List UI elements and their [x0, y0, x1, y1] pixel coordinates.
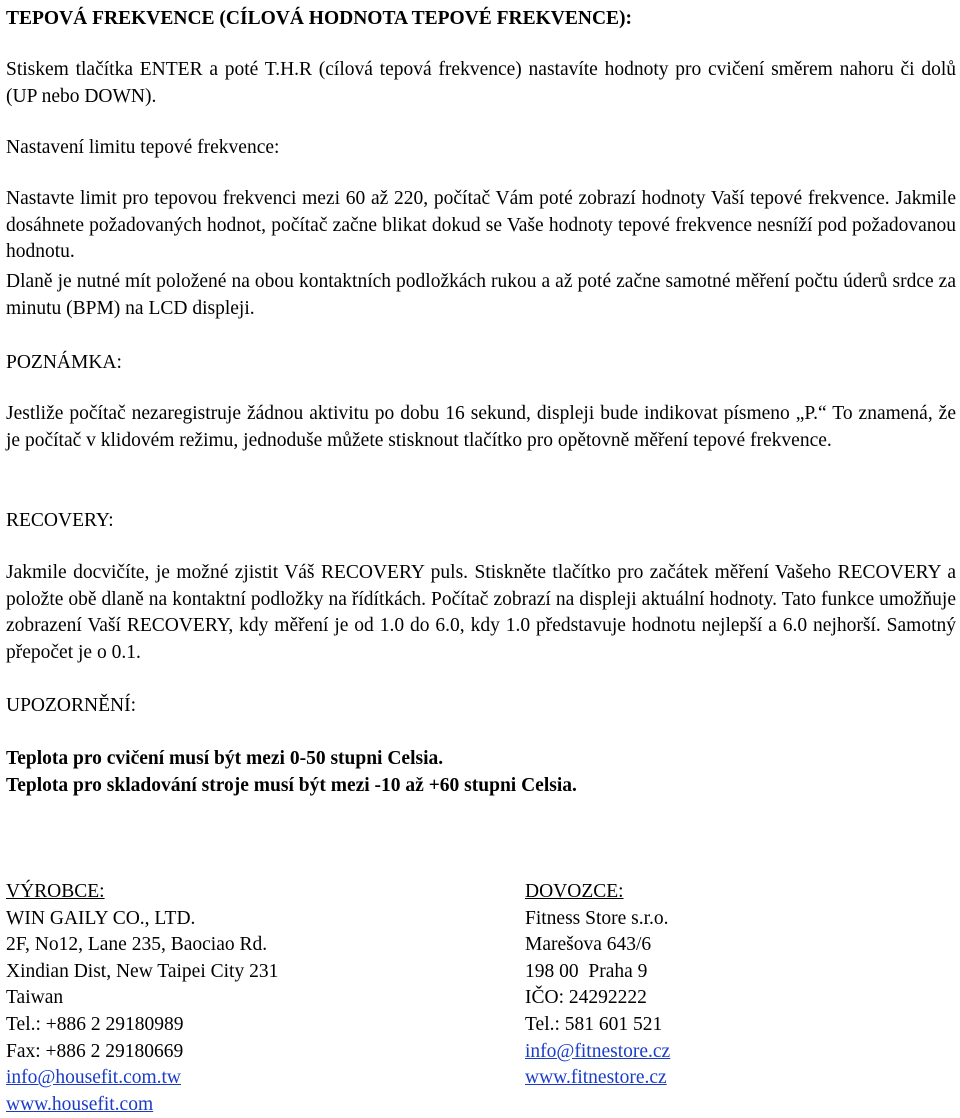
warning-line-1: Teplota pro cvičení musí být mezi 0-50 stupni Celsia.: [6, 748, 444, 769]
importer-city: 198 00 Praha 9: [525, 960, 648, 982]
manufacturer-web-link[interactable]: www.housefit.com: [6, 1093, 154, 1115]
note-heading: POZNÁMKA:: [6, 352, 122, 373]
manufacturer-address-1: 2F, No12, Lane 235, Baociao Rd.: [6, 934, 268, 956]
manufacturer-fax: Fax: +886 2 29180669: [6, 1040, 184, 1062]
importer-ico: IČO: 24292222: [525, 987, 647, 1009]
heart-rate-heading: TEPOVÁ FREKVENCE (CÍLOVÁ HODNOTA TEPOVÉ FREKVENCE):: [6, 8, 633, 29]
importer-tel: Tel.: 581 601 521: [525, 1013, 663, 1035]
recovery-heading: RECOVERY:: [6, 510, 114, 531]
importer-heading: DOVOZCE:: [525, 881, 624, 902]
manufacturer-block: [6, 879, 278, 1118]
manufacturer-heading: VÝROBCE:: [6, 881, 105, 902]
limit-heading: Nastavení limitu tepové frekvence:: [6, 137, 280, 158]
manufacturer-country: Taiwan: [6, 987, 64, 1009]
importer-street: Marešova 643/6: [525, 934, 652, 956]
manufacturer-email-link[interactable]: info@housefit.com.tw: [6, 1067, 182, 1089]
importer-block: [525, 879, 670, 1092]
warning-line-2: Teplota pro skladování stroje musí být mezi -10 až +60 stupni Celsia.: [6, 775, 577, 796]
importer-web-link[interactable]: www.fitnestore.cz: [525, 1067, 667, 1089]
importer-email-link[interactable]: info@fitnestore.cz: [525, 1040, 671, 1062]
manufacturer-name: WIN GAILY CO., LTD.: [6, 907, 196, 929]
heart-rate-paragraph: Stiskem tlačítka ENTER a poté T.H.R (cílová tepová frekvence) nastavíte hodnoty pro cvičení směrem nahoru či dolů (UP nebo DOWN).: [6, 59, 956, 107]
manufacturer-tel: Tel.: +886 2 29180989: [6, 1013, 184, 1035]
limit-paragraph-2: Dlaně je nutné mít položené na obou kontaktních podložkách rukou a až poté začne samotné měření počtu úderů srdce za minutu (BPM) na LCD displeji.: [6, 271, 956, 319]
manufacturer-address-2: Xindian Dist, New Taipei City 231: [6, 960, 279, 982]
importer-name: Fitness Store s.r.o.: [525, 907, 669, 929]
warning-heading: UPOZORNĚNÍ:: [6, 695, 136, 716]
recovery-paragraph: Jakmile docvičíte, je možné zjistit Váš RECOVERY puls. Stiskněte tlačítko pro začátek měření Vašeho RECOVERY a položte obě dlaně na kontaktní podložky na řídítkách. Počítač zobrazí na displeji aktuální hodnoty. Tato funkce umožňuje zobrazení Vaší RECOVERY, kdy měření je od 1.0 do 6.0, kdy 1.0 představuje hodnotu nejlepší a 6.0 nejhorší. Samotný přepočet je o 0.1.: [6, 562, 956, 663]
note-paragraph: Jestliže počítač nezaregistruje žádnou aktivitu po dobu 16 sekund, displeji bude indikovat písmeno „P.“ To znamená, že je počítač v klidovém režimu, jednoduše můžete stisknout tlačítko pro opětovně měření tepové frekvence.: [6, 403, 956, 451]
limit-paragraph-1: Nastavte limit pro tepovou frekvenci mezi 60 až 220, počítač Vám poté zobrazí hodnoty Vaší tepové frekvence. Jakmile dosáhnete požadovaných hodnot, počítač začne blikat dokud se Vaše hodnoty tepové frekvence nesníží pod požadovanou hodnotu.: [6, 188, 956, 262]
